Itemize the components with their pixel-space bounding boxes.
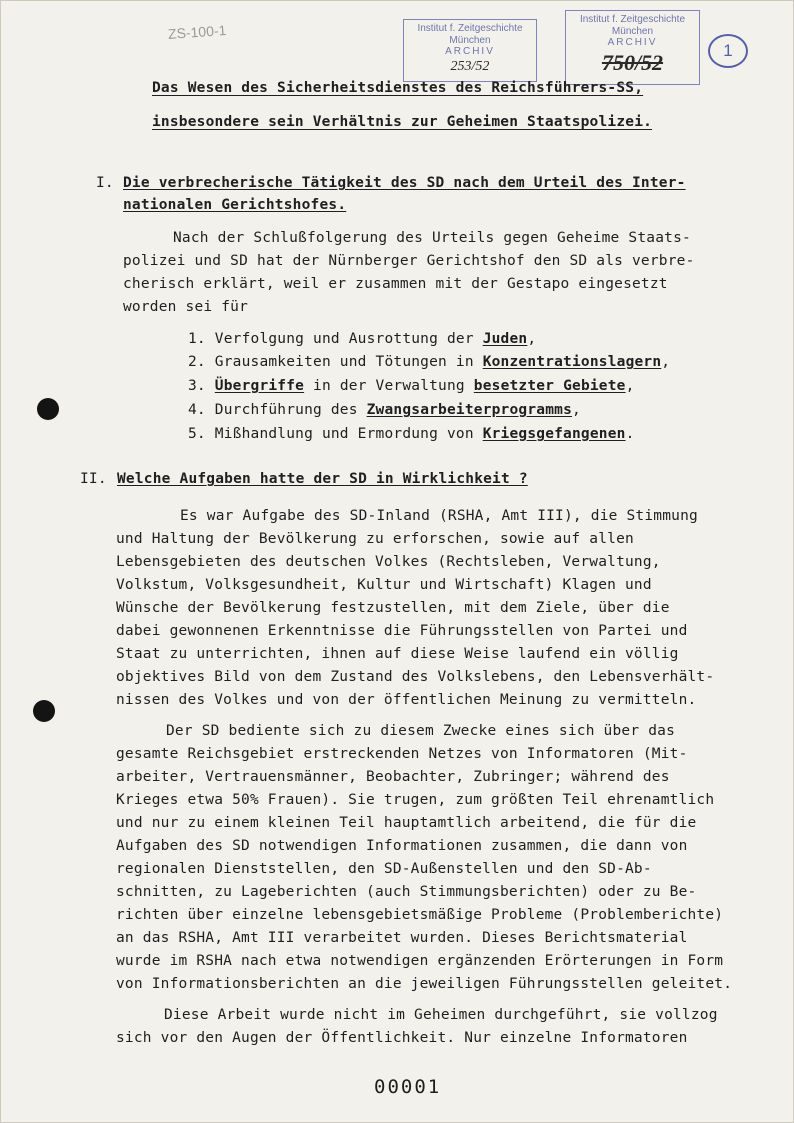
section2-para1-line: Wünsche der Bevölkerung festzustellen, mit dem Ziele, über die — [116, 600, 670, 616]
list-emphasis: Konzentrationslagern — [482, 354, 662, 370]
section2-para2-line: Der SD bediente sich zu diesem Zwecke eines sich über das — [166, 723, 675, 739]
section2-para2-line: regionalen Dienststellen, den SD-Außenstellen und den SD-Ab- — [116, 861, 652, 877]
stamp-number: 253/52 — [450, 58, 490, 74]
section2-heading: Welche Aufgaben hatte der SD in Wirklichkeit ? — [117, 471, 528, 487]
list-punct: . — [625, 426, 635, 442]
section2-para2-line: wurde im RSHA nach etwa notwendigen ergänzenden Erörterungen in Form — [116, 953, 724, 969]
section2-para2-line: richten über einzelne lebensgebietsmäßige Probleme (Problemberichte) — [116, 907, 724, 923]
section2-para2-line: und nur zu einem kleinen Teil hauptamtlich arbeitend, die für die — [116, 815, 697, 831]
section2-para2-line: Aufgaben des SD notwendigen Informationen zusammen, die dann von — [116, 838, 688, 854]
list-punct: , — [572, 402, 581, 418]
section1-heading-line2: nationalen Gerichtshofes. — [123, 197, 347, 213]
list-item — [188, 426, 635, 442]
section2-para2-line: von Informationsberichten an die jeweiligen Führungsstellen geleitet. — [116, 976, 733, 992]
section2-numeral: II. — [80, 471, 107, 487]
section1-para-line: Nach der Schlußfolgerung des Urteils gegen Geheime Staats- — [173, 230, 691, 246]
punch-hole — [33, 700, 55, 722]
archive-stamp-1 — [403, 19, 537, 82]
stamp-number: 750/52 — [601, 49, 664, 75]
page-number: 00001 — [374, 1076, 442, 1098]
section1-numeral: I. — [96, 175, 114, 191]
section2-para3-line: sich vor den Augen der Öffentlichkeit. Nur einzelne Informatoren — [116, 1030, 688, 1046]
stamp-archive: ARCHIV — [607, 37, 658, 48]
section1-heading-line1: Die verbrecherische Tätigkeit des SD nach dem Urteil des Inter- — [123, 175, 686, 191]
document-title-line1: Das Wesen des Sicherheitsdienstes des Reichsführers-SS, — [152, 80, 644, 96]
list-text: 4. Durchführung des — [188, 402, 367, 418]
list-item — [188, 402, 581, 418]
list-item — [188, 378, 635, 394]
stamp-institute: Institut f. Zeitgeschichte — [417, 23, 523, 34]
section2-para1-line: Es war Aufgabe des SD-Inland (RSHA, Amt III), die Stimmung — [180, 508, 698, 524]
section2-para1-line: Lebensgebieten des deutschen Volkes (Rechtsleben, Verwaltung, — [116, 554, 661, 570]
stamp-city: München — [611, 25, 654, 37]
section2-para2-line: gesamte Reichsgebiet erstreckenden Netzes von Informatoren (Mit- — [116, 746, 688, 762]
document-title-line2: insbesondere sein Verhältnis zur Geheimen Staatspolizei. — [152, 114, 653, 130]
list-text: 2. Grausamkeiten und Tötungen in — [188, 354, 483, 370]
list-text: 5. Mißhandlung und Ermordung von — [188, 426, 483, 442]
section2-para1-line: objektives Bild von dem Zustand des Volkslebens, den Lebensverhält- — [116, 669, 715, 685]
section2-para2-line: arbeiter, Vertrauensmänner, Beobachter, Zubringer; während des — [116, 769, 670, 785]
section2-para1-line: und Haltung der Bevölkerung zu erforschen, sowie auf allen — [116, 531, 634, 547]
list-emphasis: Zwangsarbeiterprogramms — [366, 402, 572, 418]
list-punct: , — [625, 378, 635, 394]
list-emphasis: besetzter Gebiete — [473, 378, 626, 394]
list-emphasis: Übergriffe — [214, 378, 305, 394]
list-item — [188, 331, 536, 347]
pencil-reference: ZS-100-1 — [167, 21, 227, 43]
section2-para1-line: dabei gewonnenen Erkenntnisse die Führungsstellen von Partei und — [116, 623, 688, 639]
section2-para1-line: Volkstum, Volksgesundheit, Kultur und Wirtschaft) Klagen und — [116, 577, 652, 593]
section2-para2-line: an das RSHA, Amt III verarbeitet wurden. Dieses Berichtsmaterial — [116, 930, 688, 946]
list-punct: , — [661, 354, 671, 370]
list-text: 1. Verfolgung und Ausrottung der — [188, 331, 483, 347]
section2-para1-line: nissen des Volkes und von der öffentlichen Meinung zu vermitteln. — [116, 692, 697, 708]
list-punct: , — [527, 331, 537, 347]
list-emphasis: Kriegsgefangenen — [482, 426, 626, 442]
section1-para-line: polizei und SD hat der Nürnberger Gerichtshof den SD als verbre- — [123, 253, 695, 269]
list-text: in der Verwaltung — [304, 378, 474, 394]
stamp-institute: Institut f. Zeitgeschichte — [579, 14, 686, 25]
section2-para2-line: Krieges etwa 50% Frauen). Sie trugen, zum größten Teil ehrenamtlich — [116, 792, 715, 808]
section2-para1-line: Staat zu unterrichten, ihnen auf diese Weise laufend ein völlig — [116, 646, 679, 662]
section1-para-line: worden sei für — [123, 299, 249, 315]
list-text: 3. — [188, 378, 215, 394]
stamp-city: München — [449, 34, 491, 46]
section2-para3-line: Diese Arbeit wurde nicht im Geheimen durchgeführt, sie vollzog — [164, 1007, 718, 1023]
archive-stamp-2 — [565, 10, 700, 85]
page-marker: 1 — [708, 34, 748, 68]
stamp-archive: ARCHIV — [445, 46, 495, 57]
list-item — [188, 354, 670, 370]
list-emphasis: Juden — [482, 331, 528, 347]
section1-para-line: cherisch erklärt, weil er zusammen mit der Gestapo eingesetzt — [123, 276, 668, 292]
punch-hole — [37, 398, 59, 420]
section2-para2-line: schnitten, zu Lageberichten (auch Stimmungsberichten) oder zu Be- — [116, 884, 697, 900]
